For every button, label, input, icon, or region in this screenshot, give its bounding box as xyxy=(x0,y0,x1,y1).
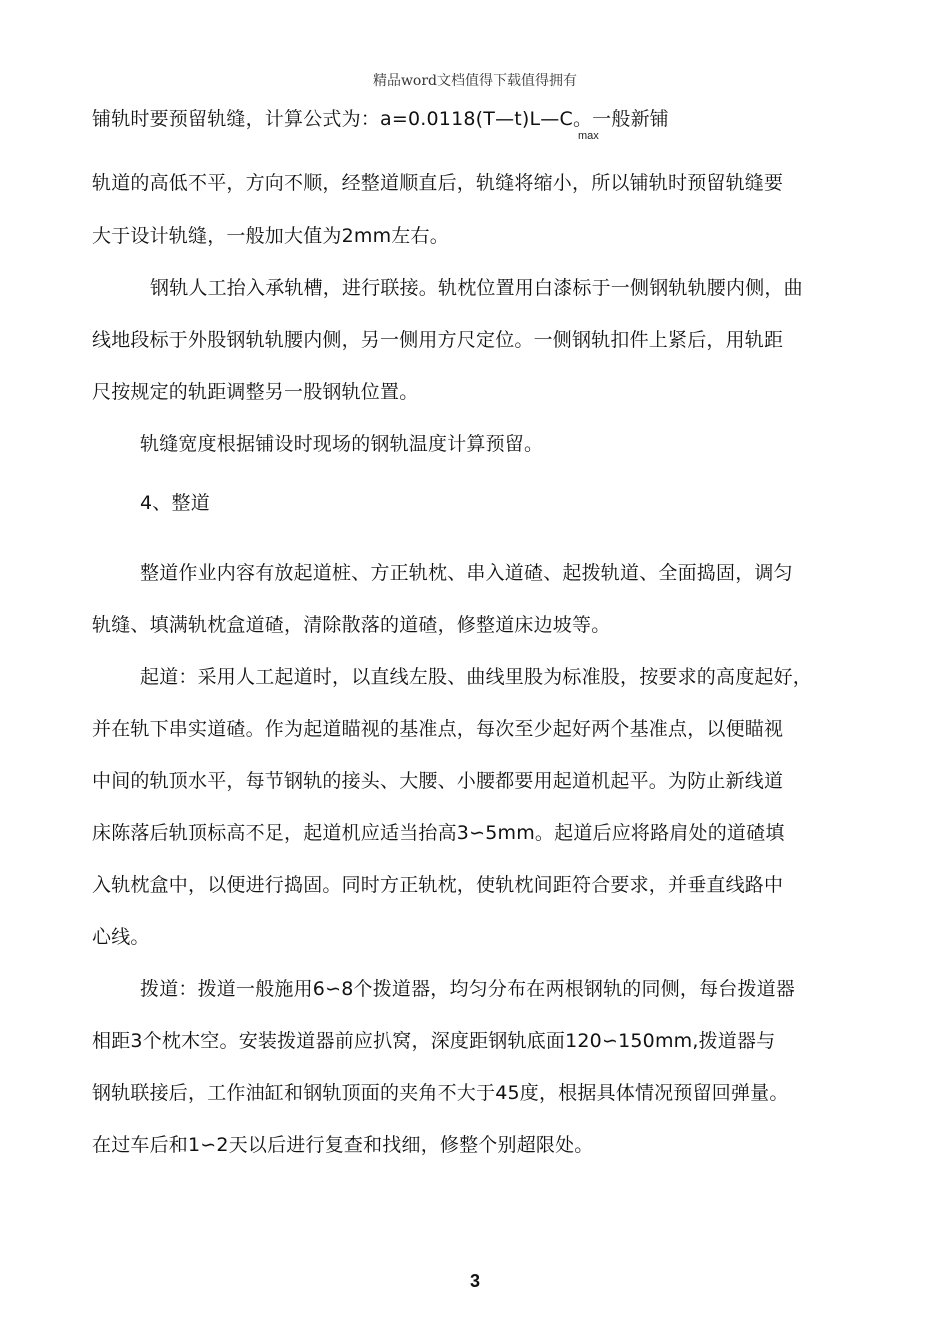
paragraph-line: 线地段标于外股钢轨轨腰内侧，另一侧用方尺定位。一侧钢轨扣件上紧后，用轨距 xyxy=(92,329,784,351)
paragraph-line: 轨道的高低不平，方向不顺，经整道顺直后，轨缝将缩小，所以铺轨时预留轨缝要 xyxy=(92,172,784,194)
paragraph-line: 心线。 xyxy=(92,926,150,948)
paragraph-line: 入轨枕盒中，以便进行捣固。同时方正轨枕，使轨枕间距符合要求，并垂直线路中 xyxy=(92,874,784,896)
paragraph-line: 在过车后和1∽2天以后进行复查和找细，修整个别超限处。 xyxy=(92,1134,594,1156)
paragraph-line: 大于设计轨缝，一般加大值为2mm左右。 xyxy=(92,225,449,247)
paragraph-line: 轨缝宽度根据铺设时现场的钢轨温度计算预留。 xyxy=(140,433,544,455)
paragraph-line: 拨道：拨道一般施用6∽8个拨道器，均匀分布在两根钢轨的同侧，每台拨道器 xyxy=(140,978,796,1000)
paragraph-line: 相距3个枕木空。安装拨道器前应扒窝，深度距钢轨底面120∽150mm,拨道器与 xyxy=(92,1030,776,1052)
paragraph-line: 整道作业内容有放起道桩、方正轨枕、串入道碴、起拨轨道、全面捣固，调匀 xyxy=(140,562,793,584)
paragraph-line: 轨缝、填满轨枕盒道碴，清除散落的道碴，修整道床边坡等。 xyxy=(92,614,611,636)
paragraph-line: 床陈落后轨顶标高不足，起道机应适当抬高3∽5mm。起道后应将路肩处的道碴填 xyxy=(92,822,785,844)
section-heading: 4、整道 xyxy=(140,492,210,514)
page-header: 精品word文档值得下载值得拥有 xyxy=(372,73,578,89)
paragraph-line: 中间的轨顶水平，每节钢轨的接头、大腰、小腰都要用起道机起平。为防止新线道 xyxy=(92,770,784,792)
paragraph-line: 尺按规定的轨距调整另一股钢轨位置。 xyxy=(92,381,419,403)
paragraph-line: 铺轨时要预留轨缝，计算公式为：a=0.0118(T—t)L—C。一般新铺 xyxy=(92,108,669,130)
paragraph-line: 并在轨下串实道碴。作为起道瞄视的基准点，每次至少起好两个基准点，以便瞄视 xyxy=(92,718,784,740)
paragraph-line: 起道：采用人工起道时，以直线左股、曲线里股为标准股，按要求的高度起好， xyxy=(140,666,813,688)
paragraph-line: 钢轨人工抬入承轨槽，进行联接。轨枕位置用白漆标于一侧钢轨轨腰内侧，曲 xyxy=(150,277,803,299)
formula-subscript: max xyxy=(578,130,599,142)
paragraph-line: 钢轨联接后，工作油缸和钢轨顶面的夹角不大于45度，根据具体情况预留回弹量。 xyxy=(92,1082,789,1104)
page-number: 3 xyxy=(469,1271,480,1291)
